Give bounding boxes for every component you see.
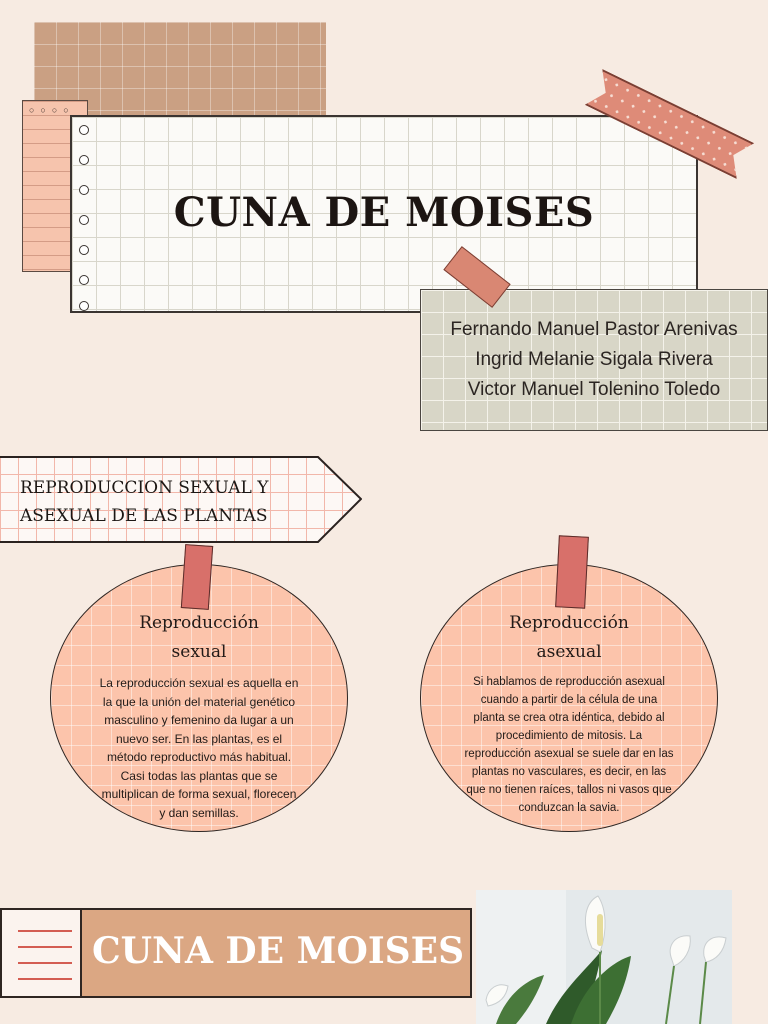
card-body-line: cuando a partir de la célula de una — [480, 694, 658, 706]
decorative-tape — [181, 544, 213, 610]
note-line — [18, 978, 72, 980]
binder-ring-icon — [79, 155, 89, 165]
binder-ring-icon — [79, 245, 89, 255]
notebook-holes: ○○○○ — [29, 105, 75, 115]
card-body-line: método reproductivo más habitual. — [106, 750, 292, 764]
topic-heading-line: REPRODUCCION SEXUAL Y — [20, 478, 269, 498]
card-body-line: la que la unión del material genético — [102, 694, 296, 709]
peace-lily-photo — [476, 890, 732, 1024]
topic-heading-line: ASEXUAL DE LAS PLANTAS — [20, 506, 268, 526]
card-title — [51, 609, 347, 667]
card-body — [73, 674, 325, 822]
card-body-line: que no tienen raíces, tallos ni vasos que — [466, 784, 672, 796]
author-name: Victor Manuel Tolenino Toledo — [467, 379, 721, 400]
author-name: Fernando Manuel Pastor Arenivas — [450, 319, 738, 340]
card-body-line: procedimiento de mitosis. La — [495, 730, 643, 742]
note-line — [18, 930, 72, 932]
binder-ring-icon — [79, 275, 89, 285]
note-line — [18, 946, 72, 948]
peace-lily-image — [476, 890, 732, 1024]
card-body-line: conduzcan la savia. — [518, 802, 620, 814]
binder-ring-icon — [79, 125, 89, 135]
card-body-line: La reproducción sexual es aquella en — [99, 676, 299, 690]
author-name: Ingrid Melanie Sigala Rivera — [475, 349, 713, 370]
card-body-line: Si hablamos de reproducción asexual — [473, 676, 665, 688]
title-card — [70, 115, 698, 313]
card-body — [439, 673, 699, 817]
card-title-line: asexual — [536, 642, 602, 662]
decorative-tape — [555, 535, 589, 608]
topic-heading — [20, 474, 320, 530]
card-body-line: plantas no vasculares, es decir, en las — [471, 766, 667, 778]
card-title — [421, 609, 717, 667]
note-line — [18, 962, 72, 964]
card-title-line: Reproducción — [139, 613, 259, 633]
card-title-line: Reproducción — [509, 613, 629, 633]
card-body-line: Casi todas las plantas que se — [120, 768, 278, 783]
card-body-line: y dan semillas. — [159, 805, 239, 820]
decorative-note — [0, 908, 82, 998]
page-title: CUNA DE MOISES — [173, 189, 595, 236]
card-body-line: masculino y femenino da lugar a un — [104, 713, 294, 727]
author-card — [420, 289, 768, 431]
card-title-line: sexual — [171, 642, 227, 662]
card-body-line: reproducción asexual se suele dar en las — [464, 748, 674, 760]
section-title: CUNA DE MOISES — [92, 930, 465, 972]
card-body-line: multiplican de forma sexual, florecen — [101, 787, 297, 801]
card-body-line: planta se crea otra idéntica, debido al — [473, 712, 665, 724]
card-body-line: nuevo ser. En las plantas, es el — [115, 731, 283, 746]
binder-ring-icon — [79, 301, 89, 311]
